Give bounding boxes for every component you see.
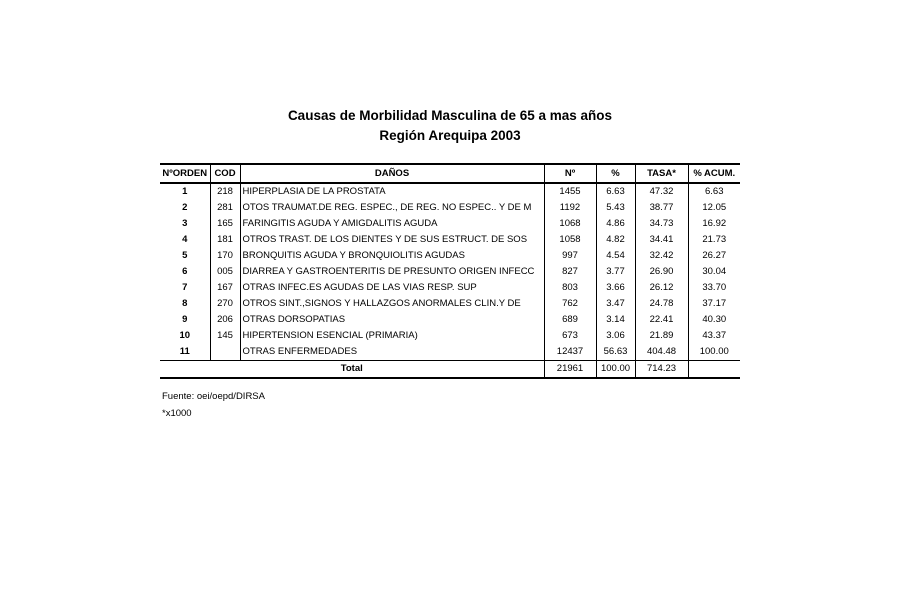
cell-cod: 270 <box>210 296 240 312</box>
cell-tasa: 24.78 <box>635 296 688 312</box>
header-tasa: TASA* <box>635 164 688 183</box>
cell-pct: 3.77 <box>596 264 635 280</box>
header-pct: % <box>596 164 635 183</box>
source-note: Fuente: oei/oepd/DIRSA <box>162 391 265 402</box>
cell-n: 762 <box>544 296 596 312</box>
cell-dano: HIPERPLASIA DE LA PROSTATA <box>240 183 544 200</box>
cell-pct: 4.82 <box>596 232 635 248</box>
cell-n: 1068 <box>544 216 596 232</box>
cell-orden: 7 <box>182 282 188 293</box>
header-orden: NºORDEN <box>160 164 210 183</box>
cell-tasa: 32.42 <box>635 248 688 264</box>
cell-n: 689 <box>544 312 596 328</box>
cell-orden: 1 <box>182 186 188 197</box>
cell-cod: 170 <box>210 248 240 264</box>
header-acum: % ACUM. <box>688 164 740 183</box>
total-acum <box>688 361 740 379</box>
cell-acum: 43.37 <box>688 328 740 344</box>
cell-pct: 3.47 <box>596 296 635 312</box>
cell-cod: 218 <box>210 183 240 200</box>
cell-dano: FARINGITIS AGUDA Y AMIGDALITIS AGUDA <box>240 216 544 232</box>
cell-orden: 11 <box>160 344 210 361</box>
cell-acum: 21.73 <box>688 232 740 248</box>
rate-footnote: *x1000 <box>162 408 192 419</box>
cell-acum: 12.05 <box>688 200 740 216</box>
cell-n: 673 <box>544 328 596 344</box>
cell-pct: 4.54 <box>596 248 635 264</box>
cell-orden: 4 <box>182 234 188 245</box>
cell-cod: 165 <box>210 216 240 232</box>
cell-pct: 3.14 <box>596 312 635 328</box>
table-row <box>160 264 740 280</box>
cell-n: 12437 <box>544 344 596 361</box>
cell-dano: BRONQUITIS AGUDA Y BRONQUIOLITIS AGUDAS <box>240 248 544 264</box>
table-row <box>160 312 740 328</box>
table-row <box>160 280 740 296</box>
total-tasa: 714.23 <box>635 361 688 379</box>
cell-pct: 6.63 <box>596 183 635 200</box>
cell-dano: OTROS TRAST. DE LOS DIENTES Y DE SUS ESTRUCT. DE SOS <box>240 232 544 248</box>
header-n: Nº <box>544 164 596 183</box>
cell-dano: OTRAS ENFERMEDADES <box>240 344 544 361</box>
cell-cod: 281 <box>210 200 240 216</box>
cell-acum: 37.17 <box>688 296 740 312</box>
cell-tasa: 34.41 <box>635 232 688 248</box>
cell-tasa: 26.90 <box>635 264 688 280</box>
total-label: Total <box>160 361 544 379</box>
cell-acum: 16.92 <box>688 216 740 232</box>
cell-cod: 005 <box>210 264 240 280</box>
cell-acum: 26.27 <box>688 248 740 264</box>
table-row <box>160 200 740 216</box>
cell-dano: OTRAS DORSOPATIAS <box>240 312 544 328</box>
cell-cod: 145 <box>210 328 240 344</box>
cell-orden: 5 <box>182 250 188 261</box>
cell-tasa: 22.41 <box>635 312 688 328</box>
table-row <box>160 328 740 344</box>
cell-acum: 33.70 <box>688 280 740 296</box>
header-cod: COD <box>210 164 240 183</box>
table-row <box>160 216 740 232</box>
cell-tasa: 47.32 <box>635 183 688 200</box>
cell-acum: 100.00 <box>688 344 740 361</box>
cell-pct: 3.06 <box>596 328 635 344</box>
cell-pct: 3.66 <box>596 280 635 296</box>
cell-tasa: 34.73 <box>635 216 688 232</box>
total-n: 21961 <box>544 361 596 379</box>
total-row <box>160 361 740 379</box>
cell-cod <box>210 344 240 361</box>
table-row <box>160 296 740 312</box>
cell-tasa: 26.12 <box>635 280 688 296</box>
cell-acum: 40.30 <box>688 312 740 328</box>
cell-cod: 167 <box>210 280 240 296</box>
cell-tasa: 21.89 <box>635 328 688 344</box>
cell-orden: 9 <box>182 314 188 325</box>
cell-n: 1058 <box>544 232 596 248</box>
header-danos: DAÑOS <box>240 164 544 183</box>
cell-tasa: 38.77 <box>635 200 688 216</box>
cell-acum: 6.63 <box>688 183 740 200</box>
cell-n: 803 <box>544 280 596 296</box>
cell-dano: DIARREA Y GASTROENTERITIS DE PRESUNTO ORIGEN INFECC <box>240 264 544 280</box>
cell-dano: OTROS SINT.,SIGNOS Y HALLAZGOS ANORMALES CLIN.Y DE <box>240 296 544 312</box>
table-row <box>160 183 740 200</box>
cell-acum: 30.04 <box>688 264 740 280</box>
table-title: Causas de Morbilidad Masculina de 65 a mas años <box>287 108 613 123</box>
table-row <box>160 248 740 264</box>
cell-pct: 4.86 <box>596 216 635 232</box>
cell-pct: 5.43 <box>596 200 635 216</box>
cell-n: 827 <box>544 264 596 280</box>
total-pct: 100.00 <box>596 361 635 379</box>
table-row <box>160 232 740 248</box>
cell-n: 997 <box>544 248 596 264</box>
cell-pct: 56.63 <box>596 344 635 361</box>
cell-dano: OTOS TRAUMAT.DE REG. ESPEC., DE REG. NO ESPEC.. Y DE M <box>240 200 544 216</box>
morbidity-table <box>160 163 740 379</box>
cell-cod: 206 <box>210 312 240 328</box>
cell-cod: 181 <box>210 232 240 248</box>
cell-tasa: 404.48 <box>635 344 688 361</box>
cell-orden: 3 <box>182 218 188 229</box>
cell-orden: 6 <box>182 266 188 277</box>
cell-orden: 8 <box>182 298 188 309</box>
cell-dano: OTRAS INFEC.ES AGUDAS DE LAS VIAS RESP. SUP <box>240 280 544 296</box>
table-row <box>160 344 740 361</box>
cell-n: 1192 <box>544 200 596 216</box>
table-subtitle: Región Arequipa 2003 <box>379 128 521 143</box>
cell-n: 1455 <box>544 183 596 200</box>
table-header-row <box>160 164 740 183</box>
cell-orden: 10 <box>179 330 191 341</box>
cell-orden: 2 <box>182 202 188 213</box>
cell-dano: HIPERTENSION ESENCIAL (PRIMARIA) <box>240 328 544 344</box>
